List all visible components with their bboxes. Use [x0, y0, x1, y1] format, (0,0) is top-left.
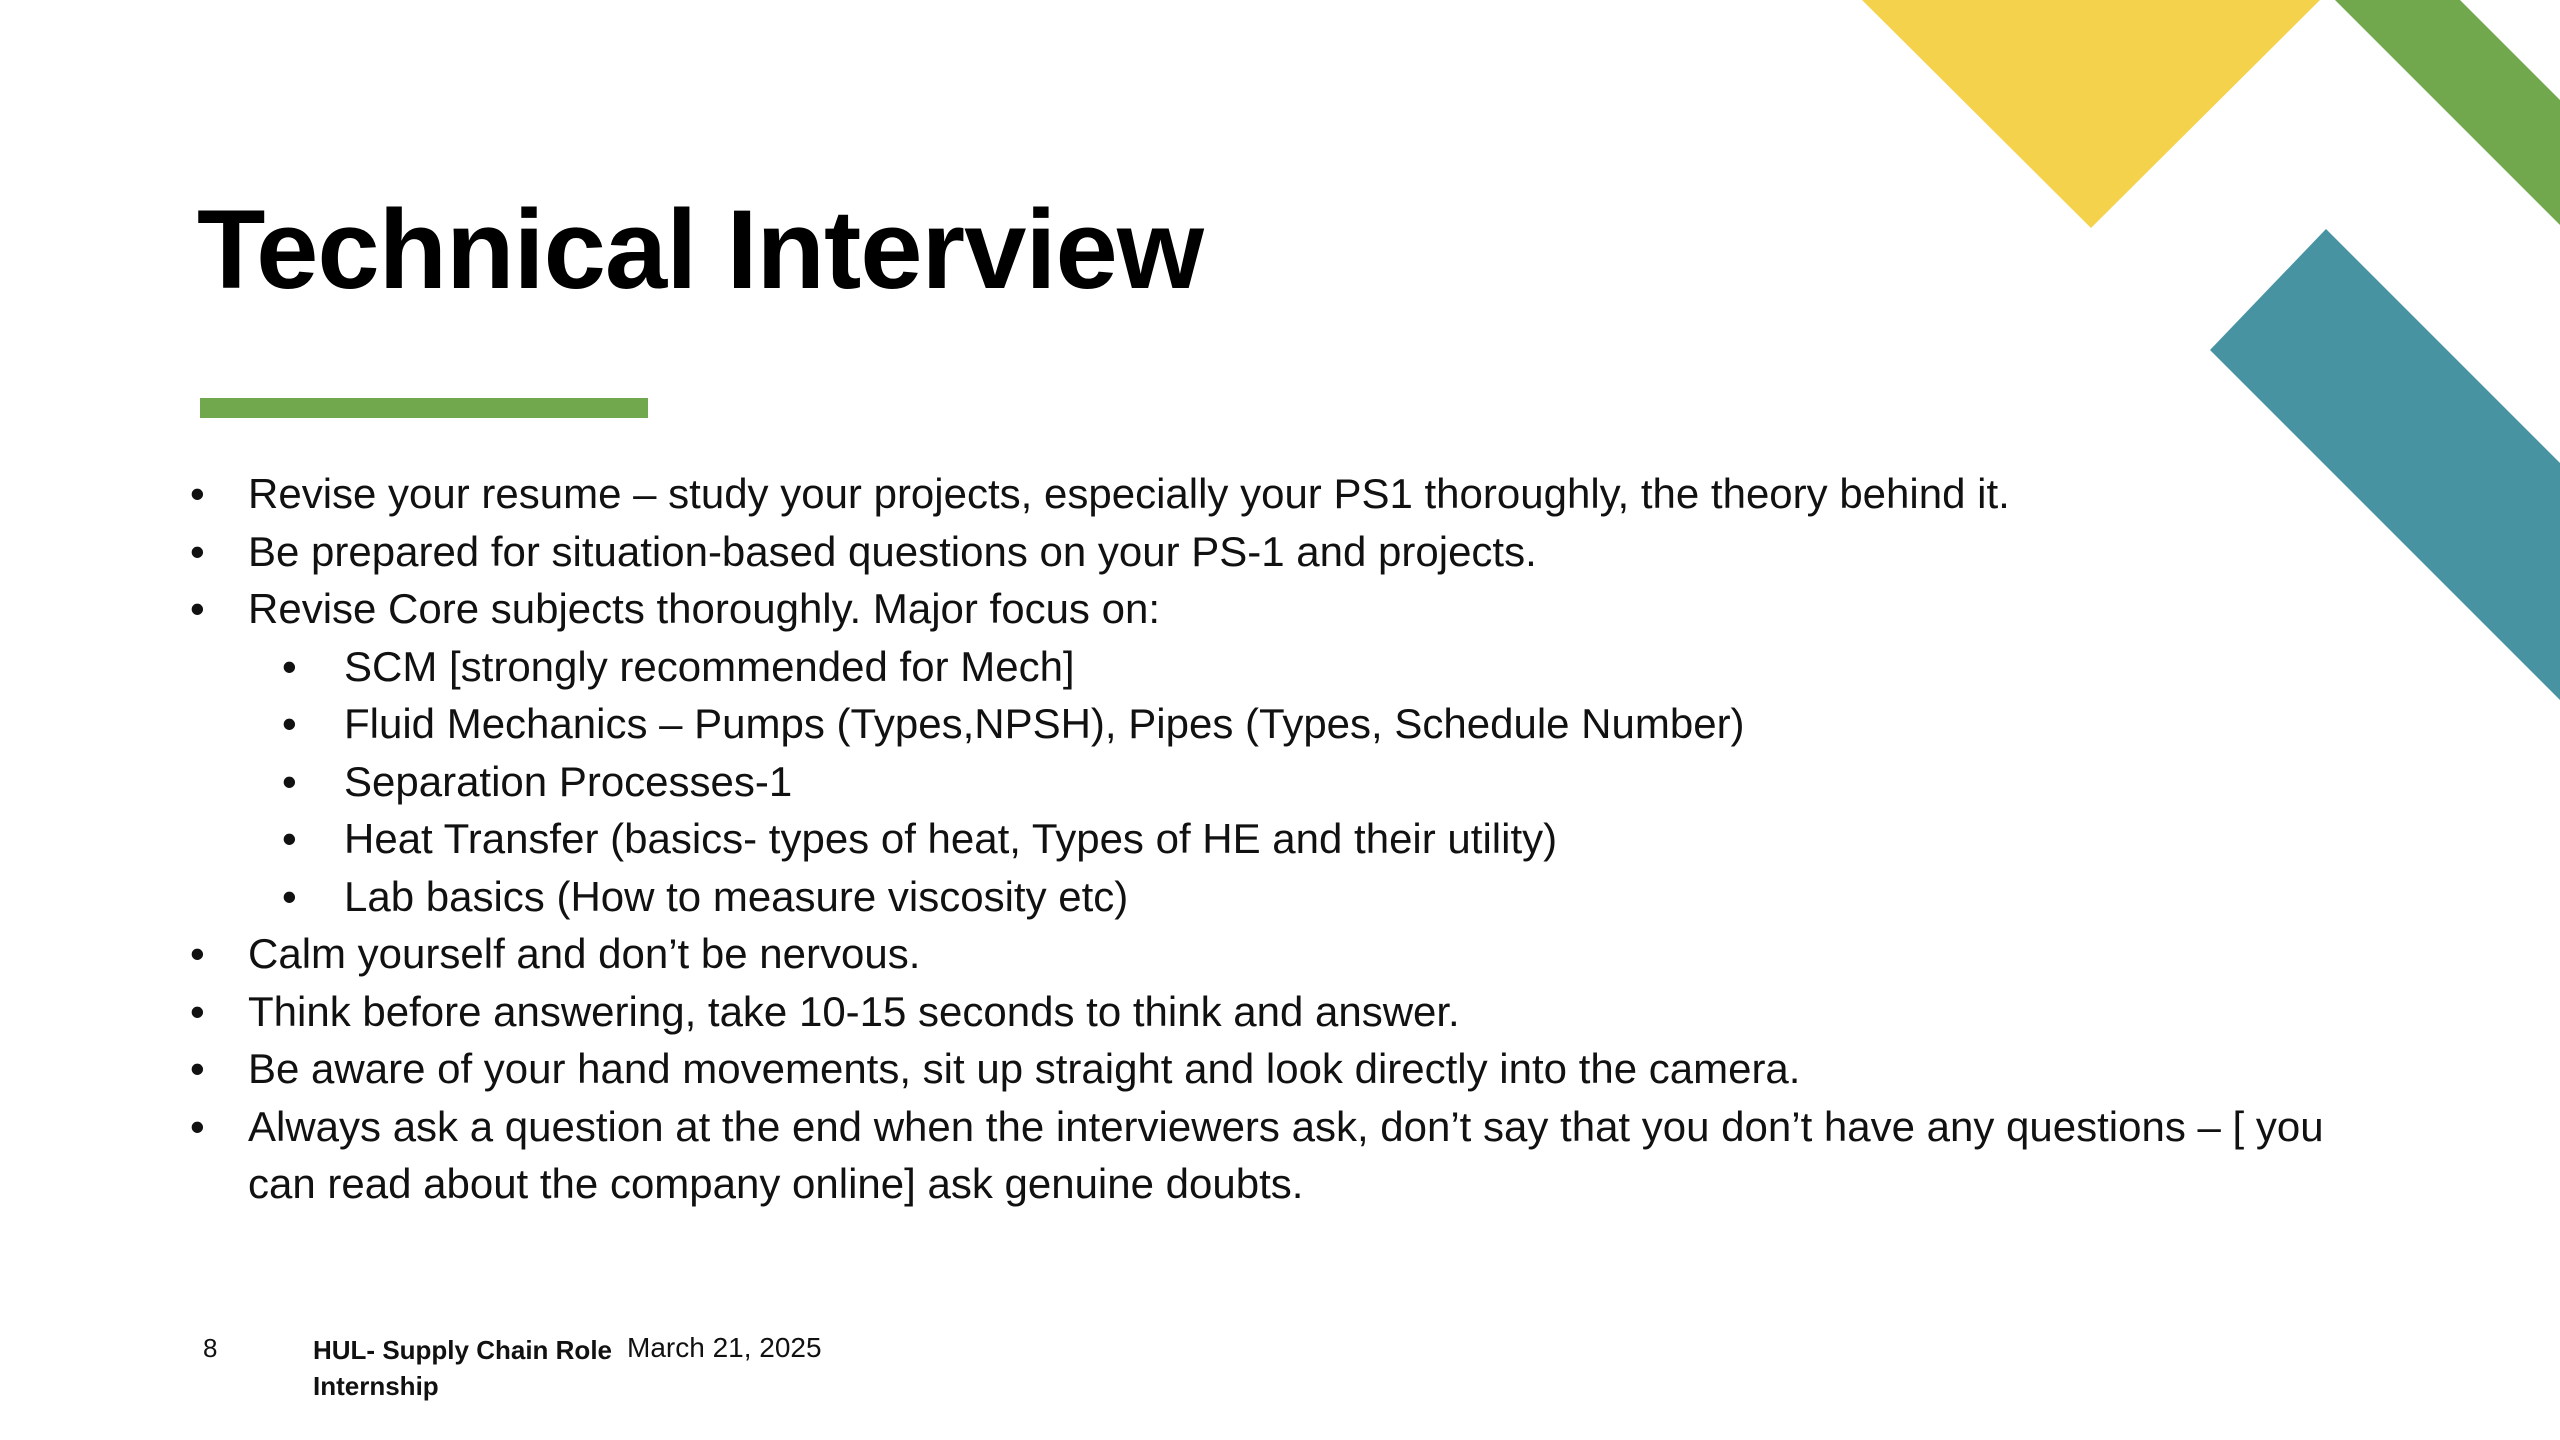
sub-list-item	[180, 753, 2180, 811]
list-item	[180, 1098, 2328, 1213]
list-item-text: SCM [strongly recommended for Mech]	[344, 642, 1075, 690]
green-corner-band-shape	[2335, 0, 2560, 225]
list-item	[180, 925, 2180, 983]
slide-title: Technical Interview	[197, 187, 1203, 312]
bullet-icon: •	[282, 757, 297, 805]
sub-list-item	[180, 810, 2180, 868]
slide-number: 8	[203, 1333, 218, 1363]
bullet-icon: •	[190, 470, 205, 517]
list-item-text: Revise Core subjects thoroughly. Major focus on:	[248, 585, 1160, 632]
list-item	[180, 580, 2180, 638]
yellow-triangle-shape	[1862, 0, 2320, 228]
title-underline	[200, 398, 648, 418]
list-item-text: Calm yourself and don’t be nervous.	[248, 930, 921, 977]
bullet-icon: •	[282, 642, 297, 690]
bullet-icon: •	[282, 815, 297, 862]
bullet-icon: •	[190, 1102, 205, 1150]
bullet-icon: •	[282, 872, 297, 920]
list-item	[180, 983, 2180, 1041]
bullet-icon: •	[190, 585, 205, 632]
list-item-text: Think before answering, take 10-15 seconds to think and answer.	[248, 987, 1460, 1035]
footer-date: March 21, 2025	[627, 1332, 822, 1363]
bullet-icon: •	[282, 700, 297, 747]
bullet-icon: •	[190, 987, 205, 1035]
sub-list-item	[180, 695, 2180, 753]
list-item-text: Heat Transfer (basics- types of heat, Types of HE and their utility)	[344, 815, 1558, 862]
list-item-text: Lab basics (How to measure viscosity etc)	[344, 872, 1129, 920]
bullet-list	[180, 465, 2324, 1213]
list-item	[180, 523, 2180, 581]
sub-list-item	[180, 638, 2180, 696]
list-item	[180, 1040, 2180, 1098]
list-item	[180, 465, 2180, 523]
bullet-icon: •	[190, 930, 205, 977]
list-item-text: Separation Processes-1	[344, 757, 793, 805]
list-item-text: Be prepared for situation-based questions on your PS-1 and projects.	[248, 527, 1537, 575]
sub-list-item	[180, 868, 2180, 926]
list-item-text: Fluid Mechanics – Pumps (Types,NPSH), Pipes (Types, Schedule Number)	[344, 700, 1745, 747]
list-item-text: Revise your resume – study your projects, especially your PS1 thoroughly, the theory behind it.	[248, 470, 2010, 517]
list-item-text: Be aware of your hand movements, sit up straight and look directly into the camera.	[248, 1045, 1801, 1092]
footer-presentation-name: HUL- Supply Chain Role Internship	[313, 1335, 612, 1401]
bullet-icon: •	[190, 1045, 205, 1092]
teal-diagonal-band-shape	[2210, 229, 2560, 700]
bullet-icon: •	[190, 527, 205, 575]
list-item-text: Always ask a question at the end when the interviewers ask, don’t say that you don’t have any questions – [ you can read about the company online] ask genuine doubts.	[248, 1102, 2324, 1207]
